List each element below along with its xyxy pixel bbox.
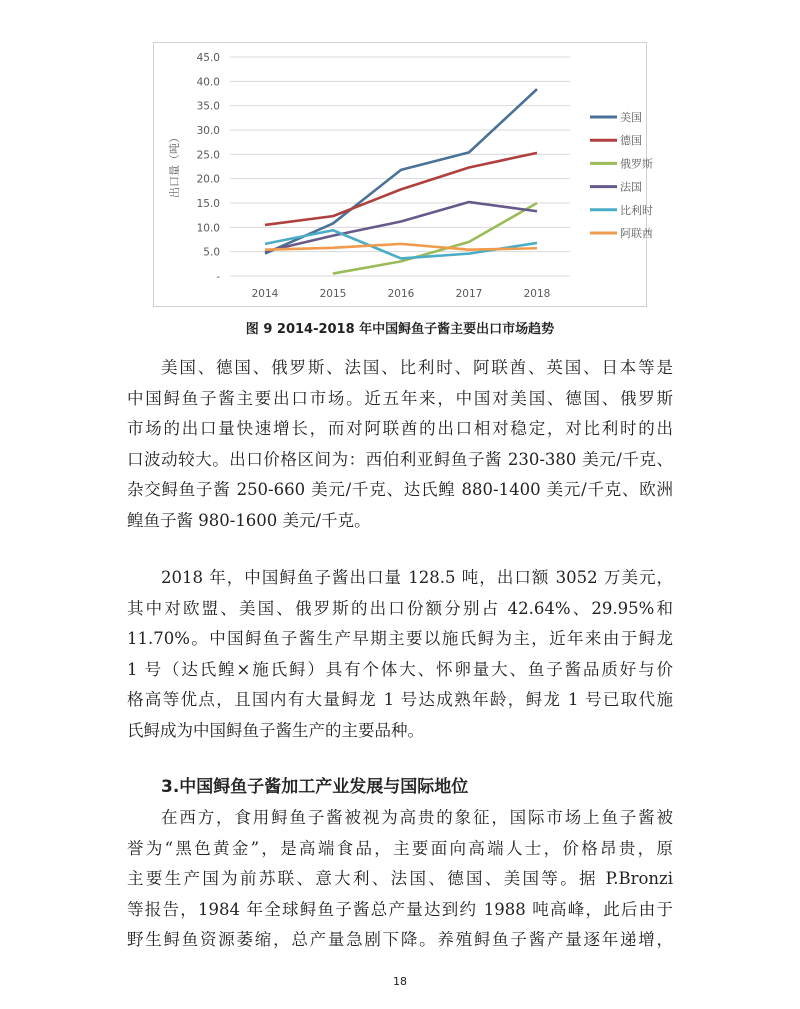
- y-tick-label: 45.0: [196, 52, 220, 64]
- y-tick-label: 10.0: [196, 222, 220, 235]
- legend-label: 法国: [620, 180, 642, 194]
- legend-label: 美国: [620, 111, 642, 124]
- text-line: 野生鲟鱼资源萎缩，总产量急剧下降。养殖鲟鱼子酱产量逐年递增，: [127, 930, 673, 949]
- series-line: [265, 244, 537, 250]
- x-tick-label: 2015: [319, 288, 347, 300]
- legend-label: 德国: [620, 134, 642, 148]
- text-line: 1 号（达氏鳇×施氏鲟）具有个体大、怀卵量大、鱼子酱品质好与价: [127, 659, 673, 679]
- text-line: 等报告，1984 年全球鲟鱼子酱总产量达到约 1988 吨高峰，此后由于: [127, 899, 673, 919]
- text-line: 杂交鲟鱼子酱 250-660 美元/千克、达氏鳇 880-1400 美元/千克、欧洲: [127, 480, 673, 499]
- text-line: 格高等优点，且国内有大量鲟龙 1 号达成熟年龄，鲟龙 1 号已取代施: [127, 690, 673, 709]
- figure-caption: 图 9 2014-2018 年中国鲟鱼子酱主要出口市场趋势: [245, 322, 555, 337]
- page-number: 18: [393, 975, 407, 988]
- x-tick-label: 2017: [455, 288, 483, 300]
- y-tick-label: 30.0: [196, 125, 220, 137]
- text-line: 誉为“黑色黄金”，是高端食品，主要面向高端人士，价格昂贵，原: [127, 838, 673, 858]
- text-line: 氏鲟成为中国鲟鱼子酱生产的主要品种。: [127, 720, 424, 740]
- text-line: 其中对欧盟、美国、俄罗斯的出口份额分别占 42.64%、29.95%和: [127, 598, 673, 618]
- text-line: 2018 年，中国鲟鱼子酱出口量 128.5 吨，出口额 3052 万美元，: [161, 568, 673, 587]
- export-trend-chart: [153, 42, 653, 307]
- series-line: [265, 153, 537, 225]
- paragraph-2: [127, 563, 673, 746]
- text-line: 在西方，食用鲟鱼子酱被视为高贵的象征，国际市场上鱼子酱被: [161, 808, 673, 827]
- legend-label: 俄罗斯: [620, 157, 653, 171]
- y-axis-label: 出口量（吨）: [168, 132, 181, 198]
- y-tick-label: 35.0: [196, 100, 220, 113]
- x-tick-label: 2014: [251, 288, 279, 300]
- text-line: 主要生产国为前苏联、意大利、法国、德国、美国等。据 P.Bronzi: [127, 869, 673, 888]
- y-tick-label: 5.0: [203, 246, 220, 259]
- y-tick-label: 25.0: [196, 149, 220, 162]
- y-tick-label: -: [216, 271, 220, 283]
- series-line: [333, 203, 537, 274]
- paragraph-1: [127, 353, 673, 536]
- text-line: 美国、德国、俄罗斯、法国、比利时、阿联酋、英国、日本等是: [161, 358, 673, 377]
- legend-label: 阿联酋: [620, 227, 653, 240]
- x-tick-label: 2018: [523, 288, 551, 300]
- text-line: 市场的出口量快速增长，而对阿联酋的出口相对稳定，对比利时的出: [127, 419, 673, 438]
- text-line: 中国鲟鱼子酱主要出口市场。近五年来，中国对美国、德国、俄罗斯: [127, 388, 673, 408]
- text-line: 口波动较大。出口价格区间为：西伯利亚鲟鱼子酱 230-380 美元/千克、: [127, 449, 673, 469]
- series-line: [265, 89, 537, 253]
- text-line: 鳇鱼子酱 980-1600 美元/千克。: [127, 510, 371, 530]
- paragraph-3: [127, 803, 673, 956]
- y-tick-label: 15.0: [196, 198, 220, 210]
- y-tick-label: 40.0: [196, 76, 220, 89]
- y-tick-label: 20.0: [196, 173, 220, 186]
- text-line: 11.70%。中国鲟鱼子酱生产早期主要以施氏鲟为主，近年来由于鲟龙: [127, 629, 673, 648]
- legend-label: 比利时: [620, 203, 653, 217]
- x-tick-label: 2016: [387, 288, 415, 300]
- section-heading: 3.中国鲟鱼子酱加工产业发展与国际地位: [161, 777, 469, 797]
